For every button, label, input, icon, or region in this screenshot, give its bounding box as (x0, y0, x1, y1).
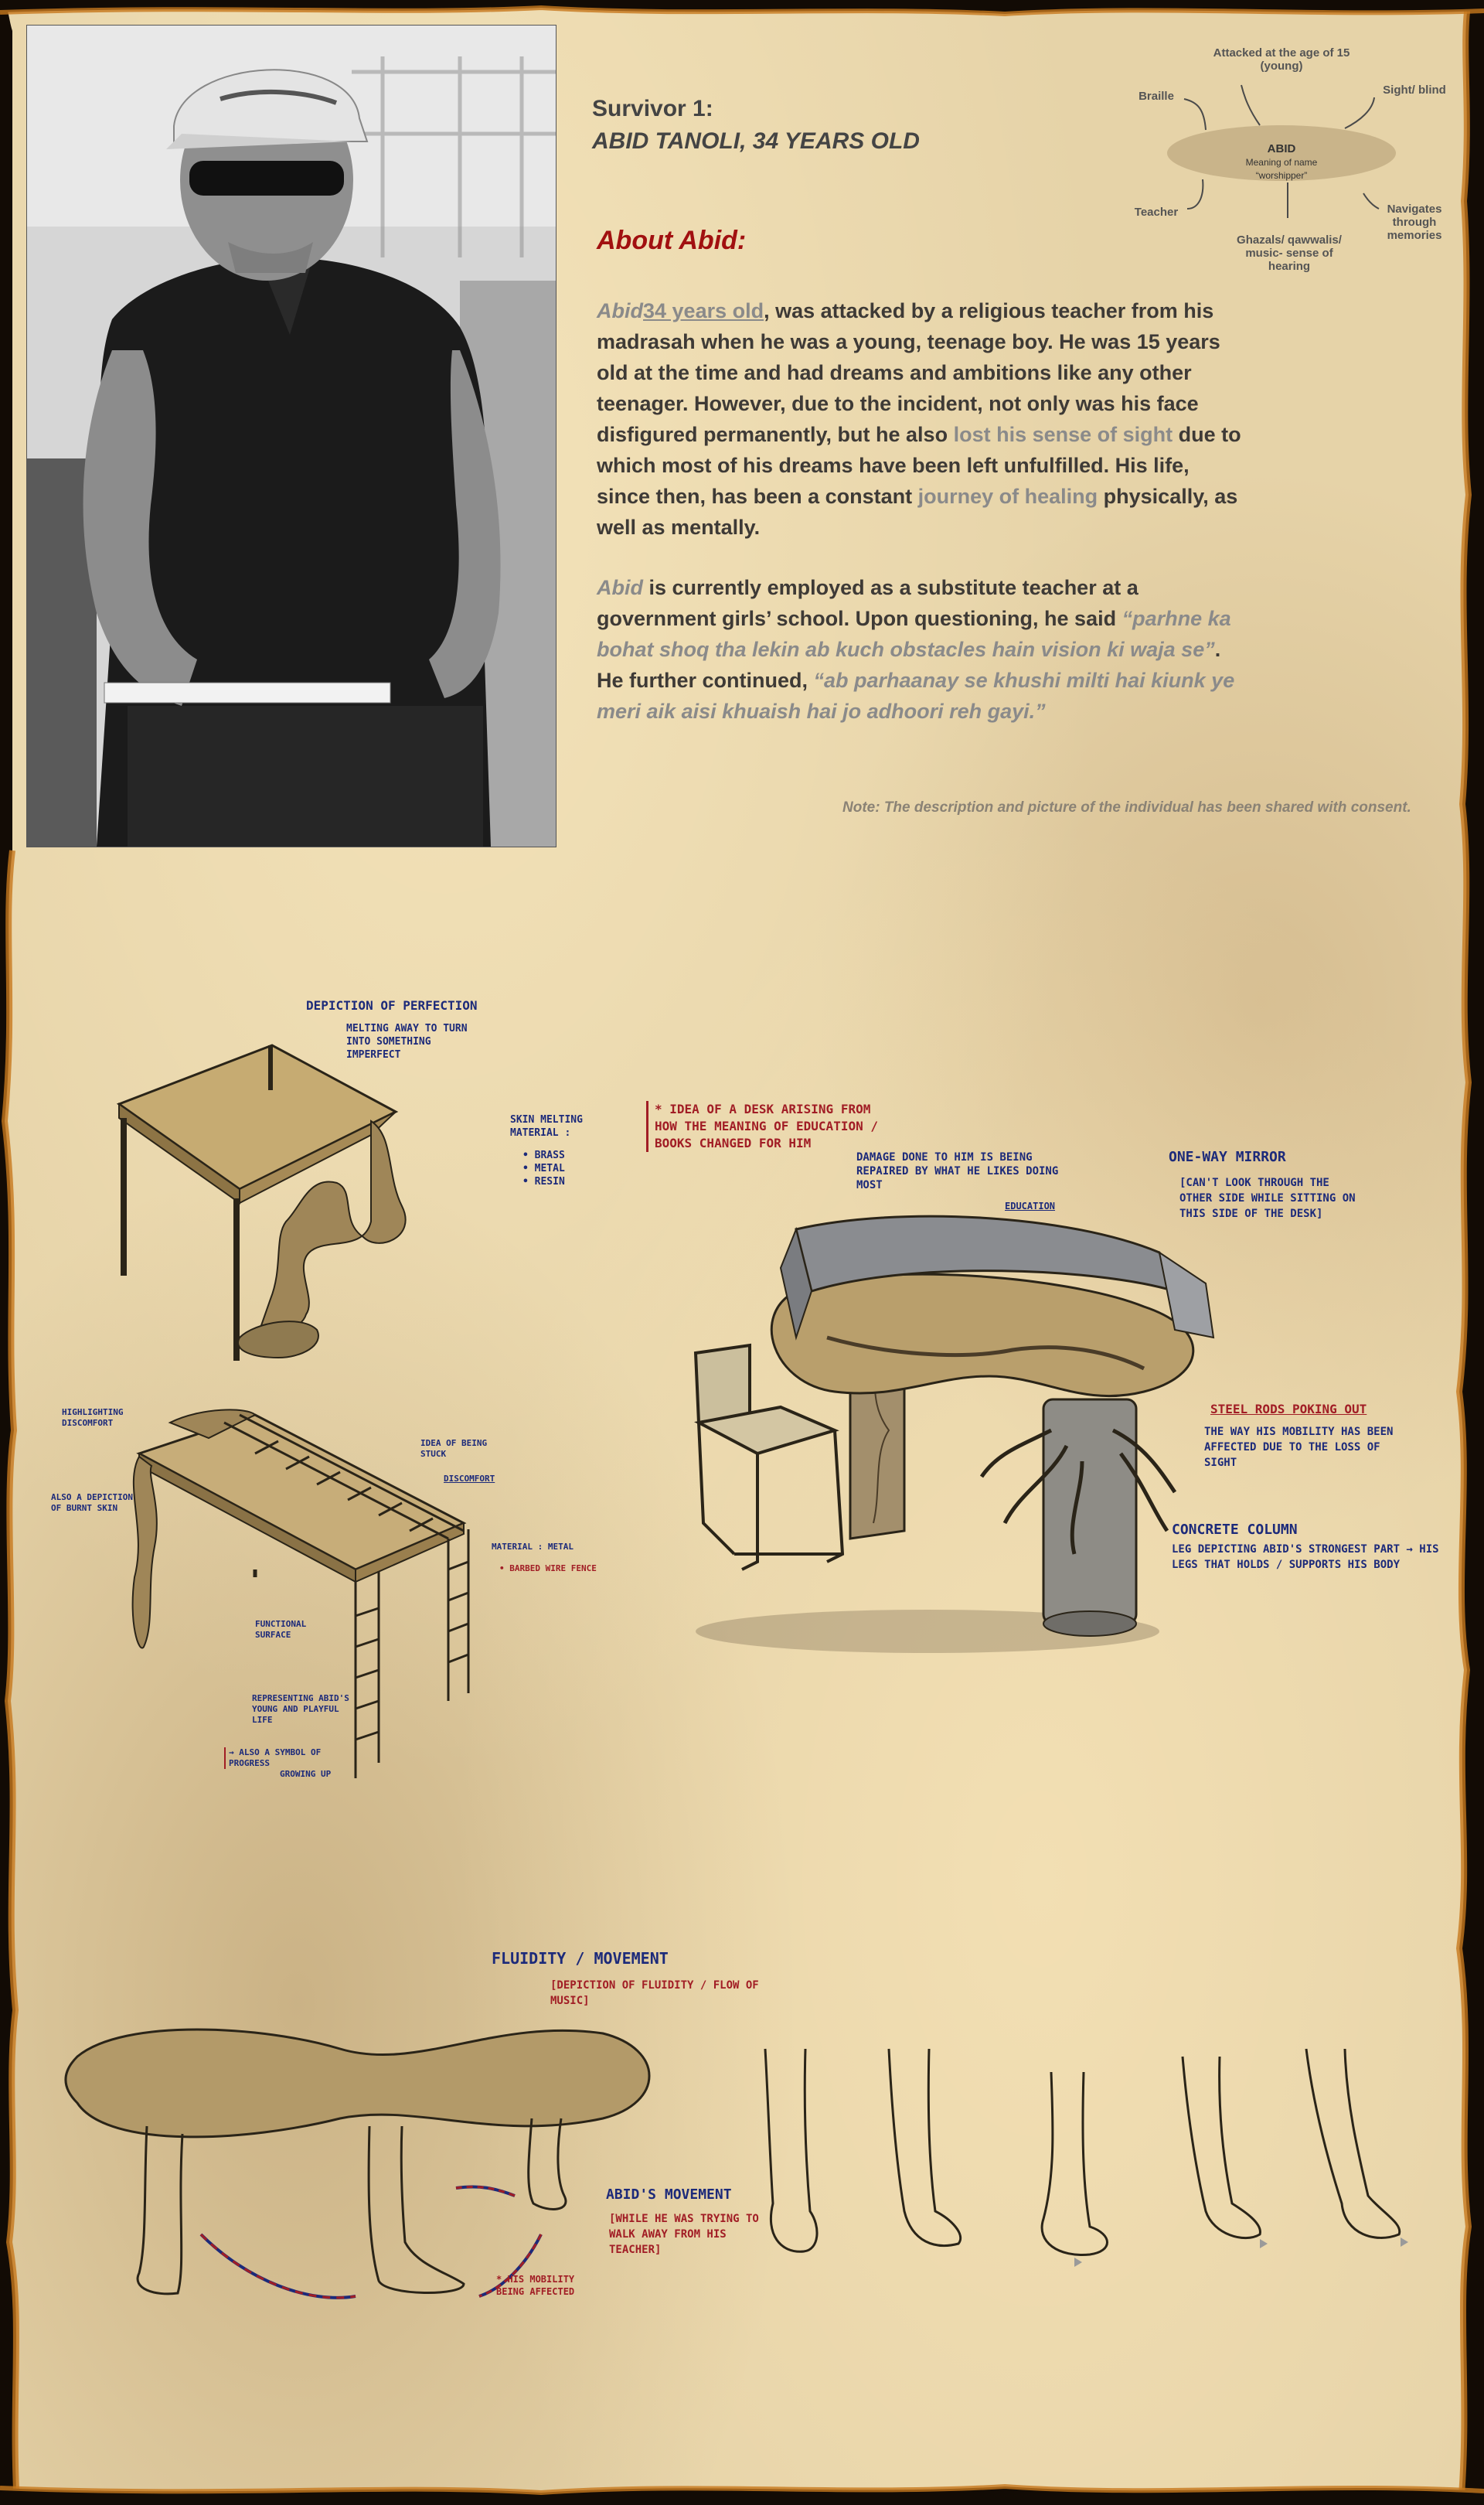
label-rods: STEEL RODS POKING OUT (1210, 1402, 1367, 1416)
label-representing: REPRESENTING ABID'S YOUNG AND PLAYFUL LIFE (252, 1693, 349, 1725)
label-fluidity: FLUIDITY / MOVEMENT (492, 1949, 669, 1968)
material-item: • METAL (522, 1163, 565, 1174)
label-mirror: ONE-WAY MIRROR (1169, 1149, 1286, 1165)
survivor-header (592, 96, 920, 155)
mind-map-node-braille: Braille (1139, 90, 1174, 103)
label-skin-material: SKIN MELTING MATERIAL : (510, 1114, 583, 1139)
sketch-mirror-desk (680, 1198, 1237, 1678)
portrait-photo (26, 25, 556, 847)
mind-map-node-attacked: Attacked at the age of 15 (young) (1213, 46, 1350, 73)
label-highlighting: HIGHLIGHTING DISCOMFORT (62, 1407, 124, 1428)
label-movement: ABID'S MOVEMENT (606, 2186, 732, 2203)
about-paragraph-1: Abid34 years old, was attacked by a religious teacher from his madrasah when he was a young, teenage boy. He was 15 years old at the time and had dreams and ambitions like any other teenager. However, due to the incident, not only was his face disfigured permanently, but he also lost his sense of sight due to which most of his dreams have been left unfulfilled. His life, since then, has been a constant journey of healing physically, as well as mentally. (597, 299, 1241, 539)
mind-map (1113, 43, 1476, 283)
about-title: About Abid: (597, 226, 747, 255)
label-symbol: → ALSO A SYMBOL OF PROGRESS (224, 1747, 322, 1769)
label-material-metal: MATERIAL : METAL (492, 1542, 574, 1552)
mind-map-node-ghazals: Ghazals/ qawwalis/ music- sense of hearing (1237, 233, 1342, 273)
label-functional: FUNCTIONAL SURFACE (255, 1619, 307, 1640)
label-perfection: DEPICTION OF PERFECTION (306, 998, 478, 1013)
material-list (522, 1149, 565, 1188)
mind-map-node-teacher: Teacher (1134, 206, 1179, 219)
material-item: • RESIN (522, 1176, 565, 1188)
label-damage: DAMAGE DONE TO HIM IS BEING REPAIRED BY WHAT HE LIKES DOING MOST (856, 1151, 1059, 1191)
mind-map-node-sight: Sight/ blind (1383, 84, 1446, 97)
about-paragraph-2: Abid is currently employed as a substitute teacher at a government girls’ school. Upon questioning, he said “parhne ka bohat shoq tha lekin ab kuch obstacles hain vision ki waja se”. He further continued, “ab parhaanay se khushi milti hai kiunk ye meri aik aisi khuaish hai jo adhoori reh gayi.” (597, 576, 1235, 723)
label-stuck: IDEA OF BEING STUCK (420, 1438, 488, 1459)
about-body (597, 295, 1246, 756)
label-education: EDUCATION (1005, 1201, 1056, 1212)
survivor-name: ABID TANOLI, 34 YEARS OLD (592, 128, 920, 154)
label-burnt-skin: ALSO A DEPICTION OF BURNT SKIN (51, 1492, 133, 1513)
label-column-note: LEG DEPICTING ABID'S STRONGEST PART → HIS LEGS THAT HOLDS / SUPPORTS HIS BODY (1172, 1543, 1439, 1571)
sketch-melting-table (108, 1005, 541, 1438)
label-mirror-note: [CAN'T LOOK THROUGH THE OTHER SIDE WHILE SITTING ON THIS SIDE OF THE DESK] (1179, 1177, 1356, 1220)
label-desk-idea: * IDEA OF A DESK ARISING FROM HOW THE MEANING OF EDUCATION / BOOKS CHANGED FOR HIM (646, 1101, 887, 1152)
consent-note: Note: The description and picture of the individual has been shared with consent. (842, 799, 1411, 816)
label-movement-note: [WHILE HE WAS TRYING TO WALK AWAY FROM HIS TEACHER] (609, 2213, 759, 2256)
label-melting: MELTING AWAY TO TURN INTO SOMETHING IMPERFECT (346, 1023, 468, 1061)
mind-map-center-title: ABID (1267, 142, 1296, 155)
label-fluidity-note: [DEPICTION OF FLUIDITY / FLOW OF MUSIC] (550, 1979, 759, 2007)
survivor-number: Survivor 1: (592, 96, 713, 121)
material-item: • BRASS (522, 1150, 565, 1161)
label-mobility: * HIS MOBILITY BEING AFFECTED (496, 2274, 575, 2297)
label-barbed-wire: • BARBED WIRE FENCE (499, 1563, 597, 1573)
mind-map-center (1243, 142, 1320, 155)
mind-map-center-sub: Meaning of name “worshipper” (1245, 157, 1318, 181)
label-growing: GROWING UP (280, 1769, 332, 1779)
portrait-illustration (27, 26, 556, 847)
label-discomfort: DISCOMFORT (444, 1474, 495, 1484)
sketch-feet-studies (750, 2041, 1430, 2273)
label-rods-note: THE WAY HIS MOBILITY HAS BEEN AFFECTED DUE TO THE LOSS OF SIGHT (1204, 1426, 1394, 1469)
mind-map-node-navigates: Navigates through memories (1387, 203, 1442, 242)
label-column: CONCRETE COLUMN (1172, 1522, 1298, 1538)
